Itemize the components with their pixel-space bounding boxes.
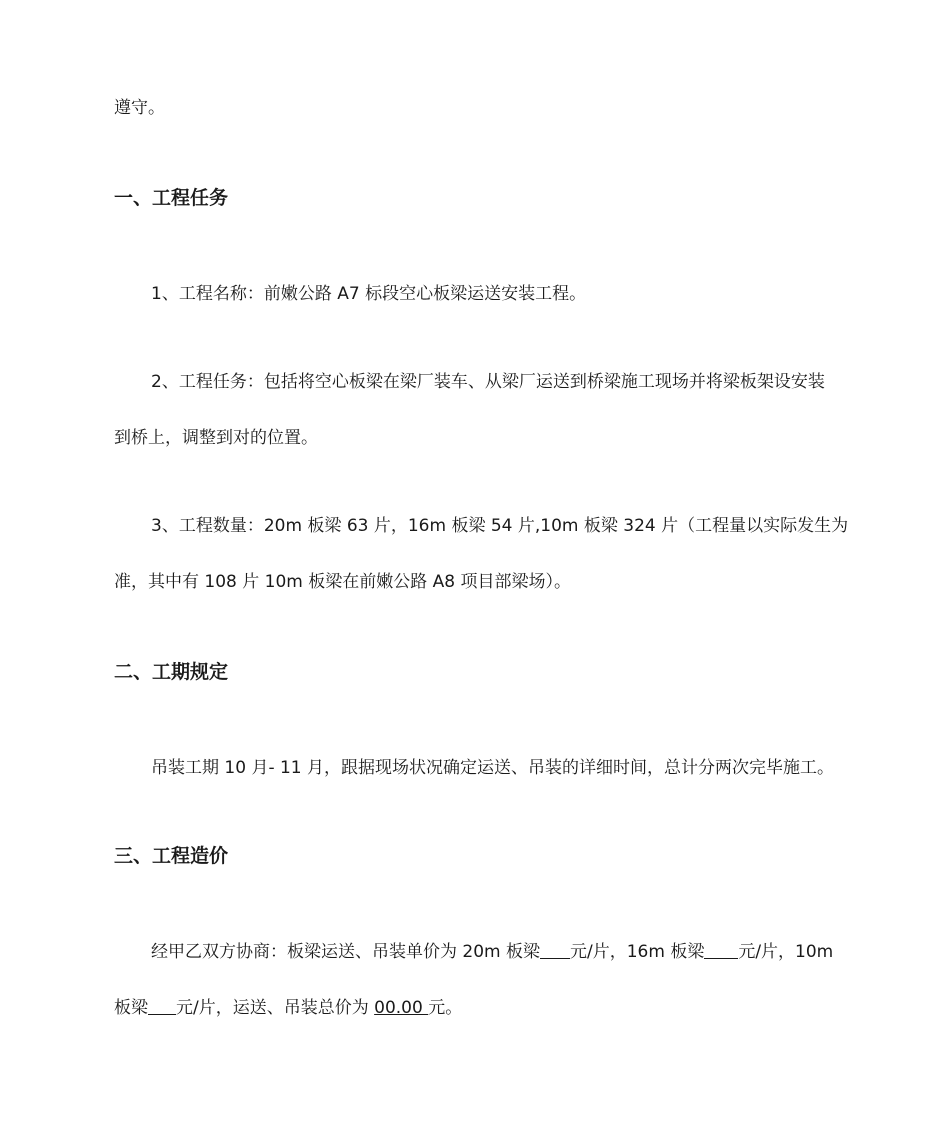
cost-line1-text-c: 元/片，10m (738, 942, 834, 962)
project-quantity-item-line1: 3、工程数量：20m 板梁 63 片，16m 板梁 54 片,10m 板梁 324 片（工程量以实际发生为 (151, 516, 849, 536)
project-quantity-item-line2: 准，其中有 108 片 10m 板梁在前嫩公路 A8 项目部梁场）。 (114, 572, 572, 592)
cost-line1-text-a: 经甲乙双方协商：板梁运送、吊装单价为 20m 板梁 (151, 942, 540, 962)
price-blank-10m (148, 996, 176, 1015)
continuation-text: 遵守。 (114, 98, 165, 118)
section-heading-cost: 三、工程造价 (114, 845, 229, 867)
cost-line2-text-c: 元。 (428, 998, 463, 1018)
total-price-value: 00.00 (374, 998, 429, 1018)
section-heading-schedule: 二、工期规定 (114, 661, 229, 683)
cost-line1-text-b: 元/片，16m 板梁 (570, 942, 705, 962)
price-blank-20m (540, 940, 570, 959)
cost-line2-text-a: 板梁 (114, 998, 148, 1018)
section-heading-project-task: 一、工程任务 (114, 187, 229, 209)
price-blank-16m (704, 940, 738, 959)
project-task-item-line2: 到桥上，调整到对的位置。 (114, 428, 318, 448)
schedule-text: 吊装工期 10 月- 11 月，跟据现场状况确定运送、吊装的详细时间，总计分两次完毕施工。 (151, 758, 835, 778)
project-name-item: 1、工程名称：前嫩公路 A7 标段空心板梁运送安装工程。 (151, 284, 587, 304)
cost-line-1 (151, 940, 876, 964)
project-task-item-line1: 2、工程任务：包括将空心板梁在梁厂装车、从梁厂运送到桥梁施工现场并将梁板架设安装 (151, 372, 825, 392)
cost-line-2 (114, 996, 876, 1020)
cost-line2-text-b: 元/片，运送、吊装总价为 (176, 998, 375, 1018)
